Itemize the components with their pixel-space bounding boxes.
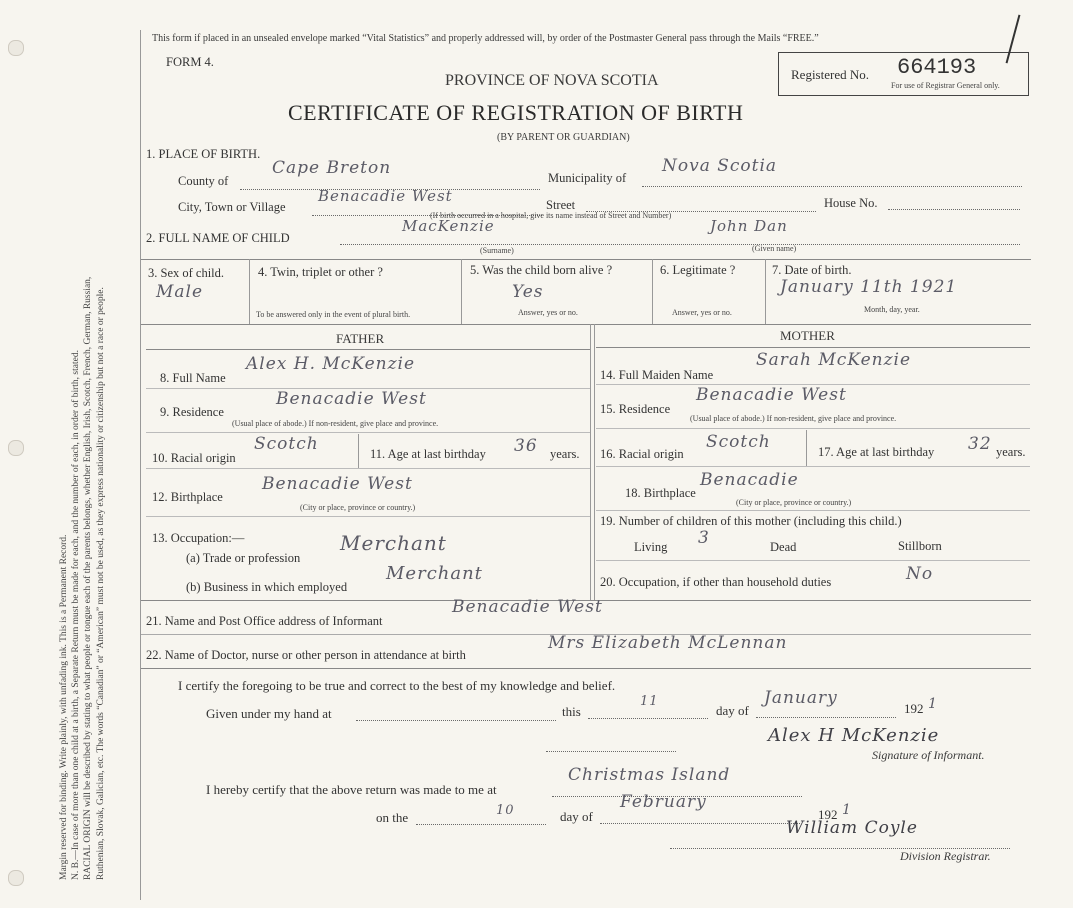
father-name-label: 8. Full Name — [160, 371, 226, 385]
given-label: Given under my hand at — [206, 706, 332, 721]
on-the-label: on the — [376, 810, 409, 825]
certify-statement: I certify the foregoing to be true and correct to the best of my knowledge and belief. — [178, 678, 616, 693]
living-label: Living — [634, 540, 668, 554]
year-prefix: 192 — [904, 701, 924, 716]
father-residence-label: 9. Residence — [160, 405, 224, 419]
father-birthplace: Benacadie West — [262, 474, 413, 494]
county-label: County of — [178, 174, 229, 188]
father-racial-label: 10. Racial origin — [152, 451, 236, 465]
mother-age-label: 17. Age at last birthday — [818, 445, 935, 459]
informant-signature-caption: Signature of Informant. — [872, 748, 985, 762]
alive-value: Yes — [512, 282, 544, 302]
alive-label: 5. Was the child born alive ? — [470, 263, 613, 277]
given-caption: (Given name) — [752, 244, 797, 253]
mother-birthplace-label: 18. Birthplace — [625, 486, 696, 500]
mother-occupation-label: 20. Occupation, if other than household duties — [600, 575, 832, 589]
sex-value: Male — [156, 282, 204, 302]
mother-children-label: 19. Number of children of this mother (including this child.) — [600, 514, 902, 528]
mother-name-label: 14. Full Maiden Name — [600, 368, 714, 382]
mother-racial-label: 16. Racial origin — [600, 447, 684, 461]
registered-number: 664193 — [897, 55, 977, 80]
doctor-label: 22. Name of Doctor, nurse or other person in attendance at birth — [146, 648, 466, 662]
twin-note: To be answered only in the event of plural birth. — [256, 310, 411, 319]
child-given-name: John Dan — [710, 217, 788, 235]
dob-value: January 11th 1921 — [780, 277, 958, 297]
mother-years: years. — [996, 445, 1026, 459]
father-trade-label: (a) Trade or profession — [186, 551, 301, 565]
place-of-birth-label: 1. PLACE OF BIRTH. — [146, 147, 261, 161]
child-surname: MacKenzie — [402, 217, 495, 235]
informant-label: 21. Name and Post Office address of Informant — [146, 614, 383, 628]
page-title: CERTIFICATE OF REGISTRATION OF BIRTH — [288, 100, 744, 125]
binding-hole — [8, 870, 24, 886]
father-trade: Merchant — [340, 531, 447, 555]
reg-year-digit: 1 — [842, 802, 852, 818]
province-title: PROVINCE OF NOVA SCOTIA — [445, 72, 659, 89]
child-name-label: 2. FULL NAME OF CHILD — [146, 231, 290, 245]
day-of-label: day of — [716, 703, 749, 718]
surname-caption: (Surname) — [480, 246, 514, 255]
municipality-label: Municipality of — [548, 171, 627, 185]
mother-residence-label: 15. Residence — [600, 402, 671, 416]
father-age: 36 — [514, 436, 538, 456]
margin-line — [140, 30, 141, 900]
father-residence-note: (Usual place of abode.) If non-resident, give place and province. — [232, 419, 439, 428]
reg-year-prefix: 192 — [818, 807, 838, 822]
mother-racial: Scotch — [706, 432, 771, 452]
reg-day-of-label: day of — [560, 809, 593, 824]
mother-birthplace: Benacadie — [700, 470, 799, 490]
this-label: this — [562, 704, 581, 719]
father-business: Merchant — [386, 563, 483, 584]
father-racial: Scotch — [254, 434, 319, 454]
father-birthplace-label: 12. Birthplace — [152, 490, 223, 504]
father-residence: Benacadie West — [276, 389, 427, 409]
hospital-note: (If birth occurred in a hospital, give its name instead of Street and Number) — [430, 211, 672, 220]
mother-heading: MOTHER — [780, 328, 835, 343]
year-digit: 1 — [928, 696, 938, 712]
registrar-note: For use of Registrar General only. — [891, 81, 1000, 90]
municipality-value: Nova Scotia — [662, 156, 778, 176]
stillborn-label: Stillborn — [898, 539, 942, 553]
dob-note: Month, day, year. — [864, 305, 920, 314]
dob-label: 7. Date of birth. — [772, 263, 852, 277]
father-heading: FATHER — [336, 331, 385, 346]
hereby-statement: I hereby certify that the above return was made to me at — [206, 782, 497, 797]
registrar-caption: Division Registrar. — [900, 849, 991, 863]
father-age-label: 11. Age at last birthday — [370, 447, 486, 461]
county-value: Cape Breton — [272, 158, 392, 178]
month-value: January — [764, 688, 838, 708]
father-years: years. — [550, 447, 580, 461]
side-note-racial: RACIAL ORIGIN will be described by stating to what people or tongue each of the parents belongs, whether English, Irish, Scotch, French, German, Russian, — [83, 276, 94, 880]
sex-label: 3. Sex of child. — [148, 266, 225, 280]
house-label: House No. — [824, 196, 878, 210]
mother-residence-note: (Usual place of abode.) If non-resident, give place and province. — [690, 414, 897, 423]
twin-label: 4. Twin, triplet or other ? — [258, 265, 383, 279]
side-note-nb: N. B.—In case of more than one child at a birth, a Separate Return must be made for each, and the number of each, in order of birth, stated. — [71, 350, 82, 880]
registration-day: 10 — [496, 803, 515, 818]
side-note-racial-cont: Ruthenian, Slovak, Galician, etc. The words “Canadian” or “American” must not be used, as they express nationality or citizenship but not a race or people. — [95, 287, 106, 880]
alive-note: Answer, yes or no. — [518, 308, 578, 317]
father-occupation-label: 13. Occupation:— — [152, 531, 245, 545]
father-business-label: (b) Business in which employed — [186, 580, 348, 594]
father-birthplace-note: (City or place, province or country.) — [300, 503, 416, 512]
informant-signature: Alex H McKenzie — [768, 725, 940, 746]
mother-age: 32 — [968, 434, 992, 454]
father-name: Alex H. McKenzie — [246, 354, 416, 374]
side-notes — [58, 20, 107, 880]
mother-residence: Benacadie West — [696, 385, 847, 405]
legitimate-note: Answer, yes or no. — [672, 308, 732, 317]
free-mail-notice: This form if placed in an unsealed envelope marked “Vital Statistics” and properly addressed will, by order of the Postmaster General pass through the Mails “FREE.” — [152, 33, 819, 44]
mother-name: Sarah McKenzie — [756, 350, 912, 370]
doctor-value: Mrs Elizabeth McLennan — [548, 633, 788, 653]
side-note-margin: Margin reserved for binding. Write plainly, with unfading ink. This is a Permanent Record. — [59, 534, 69, 880]
registration-month: February — [620, 792, 707, 812]
registration-place: Christmas Island — [568, 765, 731, 785]
city-value: Benacadie West — [318, 187, 453, 205]
mother-birthplace-note: (City or place, province or country.) — [736, 498, 852, 507]
living-value: 3 — [698, 528, 710, 548]
binding-hole — [8, 440, 24, 456]
registered-label: Registered No. — [791, 67, 869, 82]
registered-number-box — [778, 52, 1029, 96]
page-subtitle: (BY PARENT OR GUARDIAN) — [497, 132, 630, 143]
informant-value: Benacadie West — [452, 597, 603, 617]
binding-hole — [8, 40, 24, 56]
mother-occupation: No — [906, 564, 934, 584]
registrar-signature: William Coyle — [786, 818, 918, 838]
legitimate-label: 6. Legitimate ? — [660, 263, 736, 277]
day-value: 11 — [640, 694, 659, 709]
form-number: FORM 4. — [166, 55, 214, 69]
dead-label: Dead — [770, 540, 797, 554]
city-label: City, Town or Village — [178, 200, 286, 214]
street-label: Street — [546, 198, 576, 212]
